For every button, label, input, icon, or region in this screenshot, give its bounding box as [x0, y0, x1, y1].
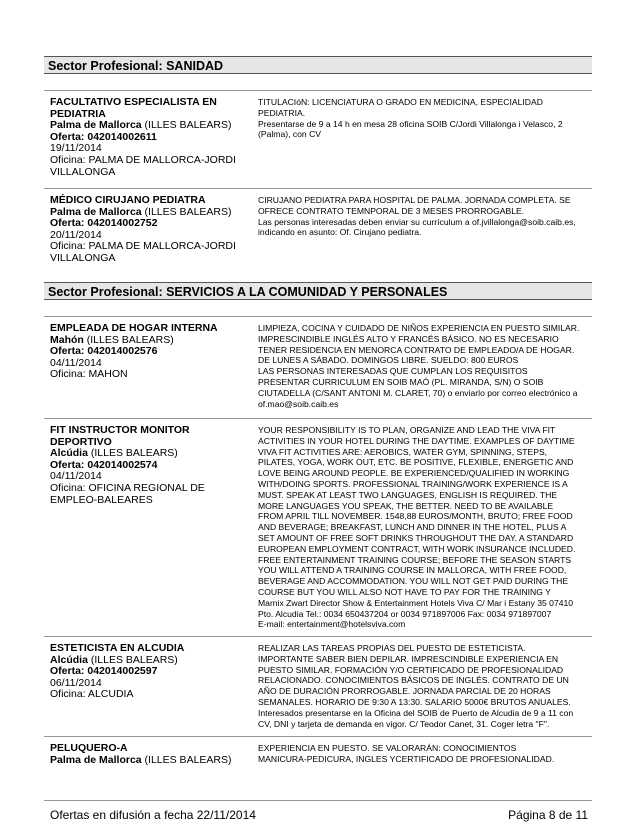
offer-location: Palma de Mallorca (ILLES BALEARS) [50, 119, 232, 132]
offer-item [44, 636, 592, 733]
offer-location: Mahón (ILLES BALEARS) [50, 333, 174, 346]
offer-summary [50, 743, 246, 766]
offer-date: 06/11/2014 [50, 676, 102, 689]
offer-description: CIRUJANO PEDIATRA PARA HOSPITAL DE PALMA. JORNADA COMPLETA. SE OFRECE CONTRATO TEMNPORAL DE 3 MESES PRORROGABLE. Las personas interesadas deben enviar su currículum a of.jvillalonga@soib.caib.es, indicando en asunto: Of. Cirujano pediatra. [258, 195, 576, 238]
offer-date: 04/11/2014 [50, 470, 102, 483]
offer-description: LIMPIEZA, COCINA Y CUIDADO DE NIÑOS EXPERIENCIA EN PUESTO SIMILAR. IMPRESCINDIBLE INGLÉS ALTO Y FRANCÉS BÁSICO. NO ES NECESARIO TENER RESIDENCIA EN MENORCA CONTRATO DE EMPLEADO/A DE HOGAR. DE LUNES A SÁBADO. DOMINGOS LIBRE. SUELDO: 800 EUROS LAS PERSONAS INTERESADAS QUE CUMPLAN LOS REQUISITOS PRESENTAR CURRICULUM EN SOIB MAÓ (PL. MIRANDA, S/N) O SOIB CIUTADELLA (C/SANT ANTONI M. CLARET, 70) o enviarlo por correo electrónico a of.mao@soib.caib.es [258, 323, 580, 409]
offer-item [44, 90, 592, 187]
offer-code: Oferta: 042014002574 [50, 458, 158, 471]
offer-title: FACULTATIVO ESPECIALISTA EN PEDIATRIA [50, 96, 217, 120]
offer-office: Oficina: OFICINA REGIONAL DE EMPLEO-BALEARES [50, 481, 205, 506]
page-footer [44, 800, 592, 827]
offer-description: REALIZAR LAS TAREAS PROPIAS DEL PUESTO DE ESTETICISTA. IMPORTANTE SABER BIEN DEPILAR. IMPRESCINDIBLE EXPERIENCIA EN PUESTO SIMILAR. FORMACIÓN Y/O CERTIFICADO DE PROFESIONALIDAD RELACIONADO. CONOCIMIENTOS BÁSICOS DE INGLÉS. CONTRATO DE UN AÑO DE DURACIÓN PRORROGABLE. JORNADA PARCIAL DE 20 HORAS SEMANALES. HORARIO DE 9:30 A 13:30. SALARIO 5000€ BRUTOS ANUALES. Interesados presentarse en la Oficina del SOIB de Puerto de Alcudia de 9 a 11 con CV, DNI y tarjeta de demanda en vigor. C/ Teodor Canet, 31. Coger letra "F". [258, 643, 574, 729]
offer-location: Alcúdia (ILLES BALEARS) [50, 447, 178, 460]
offer-title: ESTETICISTA EN ALCUDIA [50, 642, 185, 654]
offer-description: EXPERIENCIA EN PUESTO. SE VALORARÁN: CONOCIMIENTOS MANICURA-PEDICURA, INGLES YCERTIFICADO DE PROFESIONALIDAD. [258, 743, 555, 764]
offer-date: 20/11/2014 [50, 228, 102, 241]
offer-summary [50, 643, 246, 701]
offer-title: EMPLEADA DE HOGAR INTERNA [50, 322, 218, 334]
offer-item [44, 418, 592, 629]
offer-location: Palma de Mallorca (ILLES BALEARS) [50, 753, 232, 766]
offer-code: Oferta: 042014002597 [50, 665, 158, 678]
offer-office: Oficina: PALMA DE MALLORCA-JORDI VILLALONGA [50, 240, 236, 264]
offer-location: Alcúdia (ILLES BALEARS) [50, 653, 178, 666]
offer-summary [50, 323, 246, 381]
offer-office: Oficina: PALMA DE MALLORCA-JORDI VILLALONGA [50, 153, 236, 178]
offer-office: Oficina: MAHON [50, 368, 128, 381]
offer-location: Palma de Mallorca (ILLES BALEARS) [50, 205, 232, 218]
offer-code: Oferta: 042014002611 [50, 130, 157, 143]
offer-date: 04/11/2014 [50, 356, 102, 369]
offer-summary [50, 425, 246, 506]
offer-title: MÉDICO CIRUJANO PEDIATRA [50, 194, 206, 206]
sector-header-sanidad: Sector Profesional: SANIDAD [44, 56, 592, 74]
offer-code: Oferta: 042014002576 [50, 345, 158, 358]
offer-date: 19/11/2014 [50, 142, 102, 155]
offer-title: FIT INSTRUCTOR MONITOR DEPORTIVO [50, 424, 190, 448]
offer-description: TITULACIóN: LICENCIATURA O GRADO EN MEDICINA, ESPECIALIDAD PEDIATRIA. Presentarse de 9 a 14 h en mesa 28 oficina SOIB C/Jordi Villalonga i Velasco, 2 (Palma), con CV [258, 97, 563, 140]
offer-summary [50, 97, 246, 178]
offer-summary [50, 195, 246, 265]
offer-item [44, 736, 592, 777]
footer-date: Ofertas en difusión a fecha 22/11/2014 [50, 808, 256, 822]
offer-title: PELUQUERO-A [50, 742, 128, 754]
footer-page-number: Página 8 de 11 [508, 808, 588, 822]
offer-code: Oferta: 042014002752 [50, 217, 158, 230]
offer-description: YOUR RESPONSIBILITY IS TO PLAN, ORGANIZE AND LEAD THE VIVA FIT ACTIVITIES IN YOUR HOTEL DURING THE DAYTIME. EXAMPLES OF DAYTIME VIVA FIT ACTIVITIES ARE: AEROBICS, WATER GYM, SPINNING, STEPS, PILATES, YOGA, WORK OUT, ETC. BE POSITIVE, FLEXIBLE, ENERGETIC AND LOVE BEING AROUND PEOPLE. BE EXPERIENCED/QUALIFIED IN WORKING WITH/DOING SPORTS. PROFESSIONAL TRAINING/WORK EXPERIENCE IS A MUST. SPEAK AT LEAST TWO LANGUAGES, ENGLISH IS REQUIRED. THE MORE LANGUAGES YOU SPEAK, THE BETTER. NEED TO BE AVAILABLE FROM APRIL TILL NOVEMBER. 1548,88 EUROS/MONTH, BRUTO; FREE FOOD AND BEVERAGE; BREAKFAST, LUNCH AND DINNER IN THE HOTEL, PLUS A SET AMOUNT OF FREE SOFT DRINKS THROUGHOUT THE DAY. A STANDARD EUROPEAN EMPLOYMENT CONTRACT, WITH WORK INSURANCE INCLUDED. FREE ENTERTAINMENT TRAINING COURSE; BEFORE THE SEASON STARTS YOU WILL ATTEND A TRAINING COURSE IN MALLORCA, WITH FREE FOOD, BEVERAGE AND ACCOMMODATION. YOU WILL NOT GET PAID DURING THE COURSE BUT YOU WILL ALSO NOT HAVE TO PAY FOR THE TRAINING Y Marnix Zwart Director Show & Entertainment Hotels Viva C/ Mar i Estany 35 07410 Pto. Alcudia Tel.: 0034 650437204 or 0034 971897006 Fax: 0034 971897007 E-mail: entertainment@hotelsviva.com [258, 425, 576, 630]
offer-item [44, 316, 592, 413]
offer-office: Oficina: ALCUDIA [50, 688, 134, 701]
sector-header-servicios: Sector Profesional: SERVICIOS A LA COMUNIDAD Y PERSONALES [44, 282, 592, 300]
offer-item [44, 188, 592, 277]
